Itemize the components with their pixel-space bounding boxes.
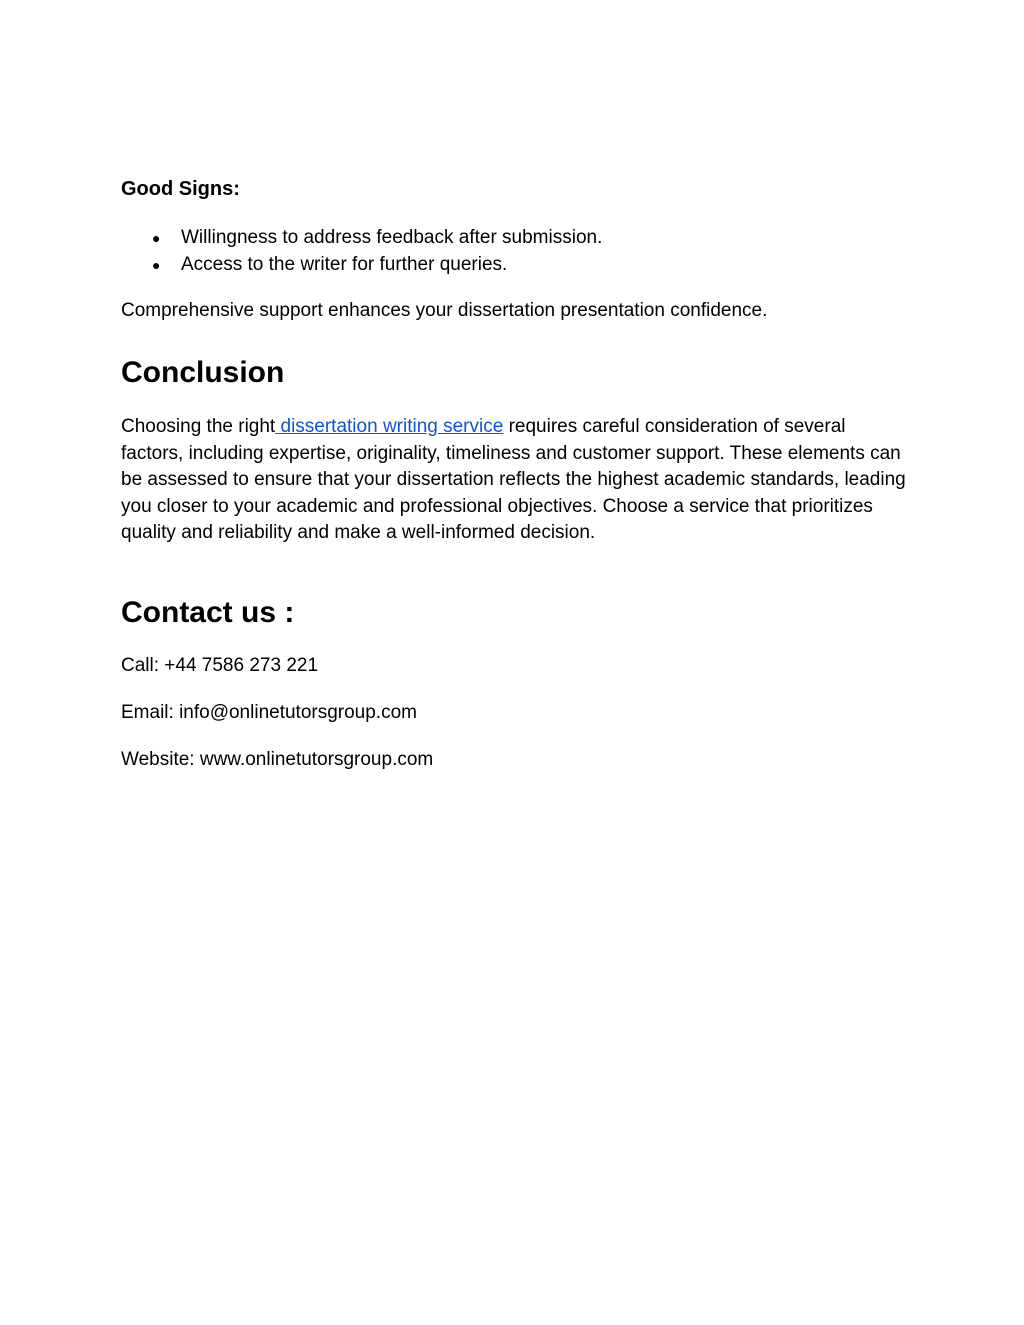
list-item [121, 252, 602, 279]
conclusion-text-after-link: requires careful consideration of several factors, including expertise, originality, timeliness and customer support. These elements can be assessed to ensure that your dissertation reflects the highest academic standards, leading you closer to your academic and professional objectives. Choose a service that prioritizes quality and reliability and make a well-informed decision. [121, 416, 906, 543]
bullet-icon: ● [152, 256, 161, 273]
contact-email: Email: info@onlinetutorsgroup.com [121, 702, 417, 723]
good-signs-list [121, 225, 602, 278]
contact-call: Call: +44 7586 273 221 [121, 655, 319, 676]
list-item [121, 225, 602, 252]
conclusion-paragraph [121, 414, 911, 547]
conclusion-heading: Conclusion [121, 356, 285, 389]
conclusion-text-before-link: Choosing the right [121, 416, 276, 437]
bullet-icon: ● [152, 230, 161, 246]
list-item-text: Willingness to address feedback after submission. [181, 227, 603, 248]
dissertation-writing-service-link[interactable]: dissertation writing service [275, 416, 504, 437]
support-paragraph: Comprehensive support enhances your dissertation presentation confidence. [121, 300, 768, 321]
contact-heading: Contact us : [121, 596, 295, 629]
list-item-text: Access to the writer for further queries. [181, 253, 508, 275]
contact-website: Website: www.onlinetutorsgroup.com [121, 749, 434, 770]
good-signs-heading: Good Signs: [121, 178, 240, 200]
